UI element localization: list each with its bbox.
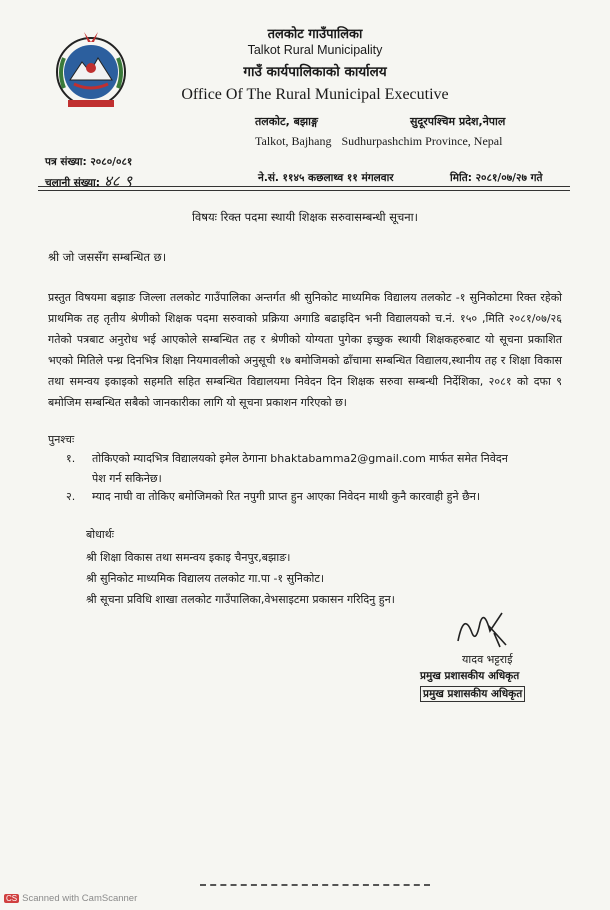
scanner-text: Scanned with CamScanner (22, 893, 138, 904)
header-divider (38, 186, 570, 187)
body-paragraph: प्रस्तुत विषयमा बझाङ जिल्ला तलकोट गाउँपालिका अन्तर्गत श्री सुनिकोट माध्यमिक विद्यालय तलकोट -१ सुनिकोटमा रिक्त रहेको प्राथमिक तह तृतीय श्रेणीको शिक्षक पदमा सरुवाको प्रक्रिया अगाडि बढाइदिन भनी विद्यालयको च.नं. १५० ,मिति २०८१/०७/२६ गतेको पत्रबाट अनुरोध भई आएकोले सम्बन्धित तह र श्रेणीको योग्यता पुगेका इच्छुक स्थायी शिक्षकहरुबाट यो सूचना प्रकाशित भएको मितिले पन्ध्र दिनभित्र शिक्षा नियमावलीको अनुसूची १७ बमोजिमको ढाँचामा सम्बन्धित विद्यालय,स्थानीय तह र शिक्षा विकास तथा समन्वय इकाइको सहमति सहित सम्बन्धित विद्यालयमा निवेदन दिन शिक्षक सरुवा सम्बन्धी निर्देशिका, २०८१ को दफा ९ बमोजिम सम्बन्धित सबैको जानकारीका लागि यो सूचना प्रकाशन गरिएको छ। (48, 291, 562, 409)
chalani-sankhya (45, 171, 132, 191)
stamp-title: प्रमुख प्रशासकीय अधिकृत (420, 686, 525, 702)
patra-sankhya (45, 155, 132, 169)
chalani-value: ४८ ९ (103, 172, 133, 190)
subject-line: विषयः रिक्त पदमा स्थायी शिक्षक सरुवासम्बन्धी सूचना। (191, 210, 419, 224)
signatory-name: यादव भट्टराई (462, 653, 513, 666)
patra-value: २०८०/०८१ (90, 156, 133, 168)
cc-item: श्री शिक्षा विकास तथा समन्वय इकाइ चैनपुर,बझाङ। (86, 551, 291, 564)
en-address (255, 134, 502, 149)
date-label: मिति: (450, 172, 472, 184)
point-text: म्याद नाघी वा तोकिए बमोजिमको रित नपुगी प्राप्त हुन आएका निवेदन माथी कुनै कारवाही हुने छैन। (92, 490, 481, 503)
header-divider-double (38, 190, 570, 191)
bottom-text-fragment (200, 884, 430, 890)
np-office-name: गाउँ कार्यपालिकाको कार्यालय (243, 64, 387, 80)
patra-label: पत्र संख्या: (45, 156, 87, 168)
np-address-right: सुदूरपश्चिम प्रदेश,नेपाल (410, 115, 506, 128)
cc-label: बोधार्थः (86, 528, 114, 541)
chalani-label: चलानी संख्या: (45, 177, 100, 189)
salutation: श्री जो जससँग सम्बन्धित छ। (48, 250, 167, 264)
np-municipality-name: तलकोट गाउँपालिका (267, 27, 363, 42)
cc-item: श्री सुनिकोट माध्यमिक विद्यालय तलकोट गा.पा -१ सुनिकोट। (86, 572, 325, 585)
signature-icon (450, 603, 510, 651)
government-emblem-icon (50, 28, 132, 110)
date (450, 171, 542, 185)
cc-item: श्री सूचना प्रविधि शाखा तलकोट गाउँपालिका,वेभसाइटमा प्रकासन गरिदिनु हुन। (86, 593, 395, 606)
date-value: २०८१/०७/२७ गते (475, 172, 543, 184)
point-text: तोकिएको म्यादभित्र विद्यालयको इमेल ठेगाना bhaktabamma2@gmail.com मार्फत समेत निवेदन पेश गर्न सकिनेछ। (92, 452, 508, 485)
point-number: १. (66, 452, 76, 465)
postscript-label: पुनश्चः (48, 433, 75, 446)
nepal-sambat-date: ने.सं. ११४५ कछलाथ्व ११ मंगलवार (258, 172, 394, 184)
scanner-watermark (4, 893, 137, 904)
point-number: २. (66, 490, 76, 503)
np-address-left: तलकोट, बझाङ्ग (255, 115, 318, 128)
en-address-left: Talkot, Bajhang (255, 134, 332, 148)
camscanner-icon: CS (6, 894, 18, 903)
en-office-name: Office Of The Rural Municipal Executive (181, 86, 449, 103)
en-address-right: Sudhurpashchim Province, Nepal (341, 134, 503, 148)
en-municipality-name: Talkot Rural Municipality (247, 43, 383, 57)
signatory-title: प्रमुख प्रशासकीय अधिकृत (420, 670, 520, 682)
